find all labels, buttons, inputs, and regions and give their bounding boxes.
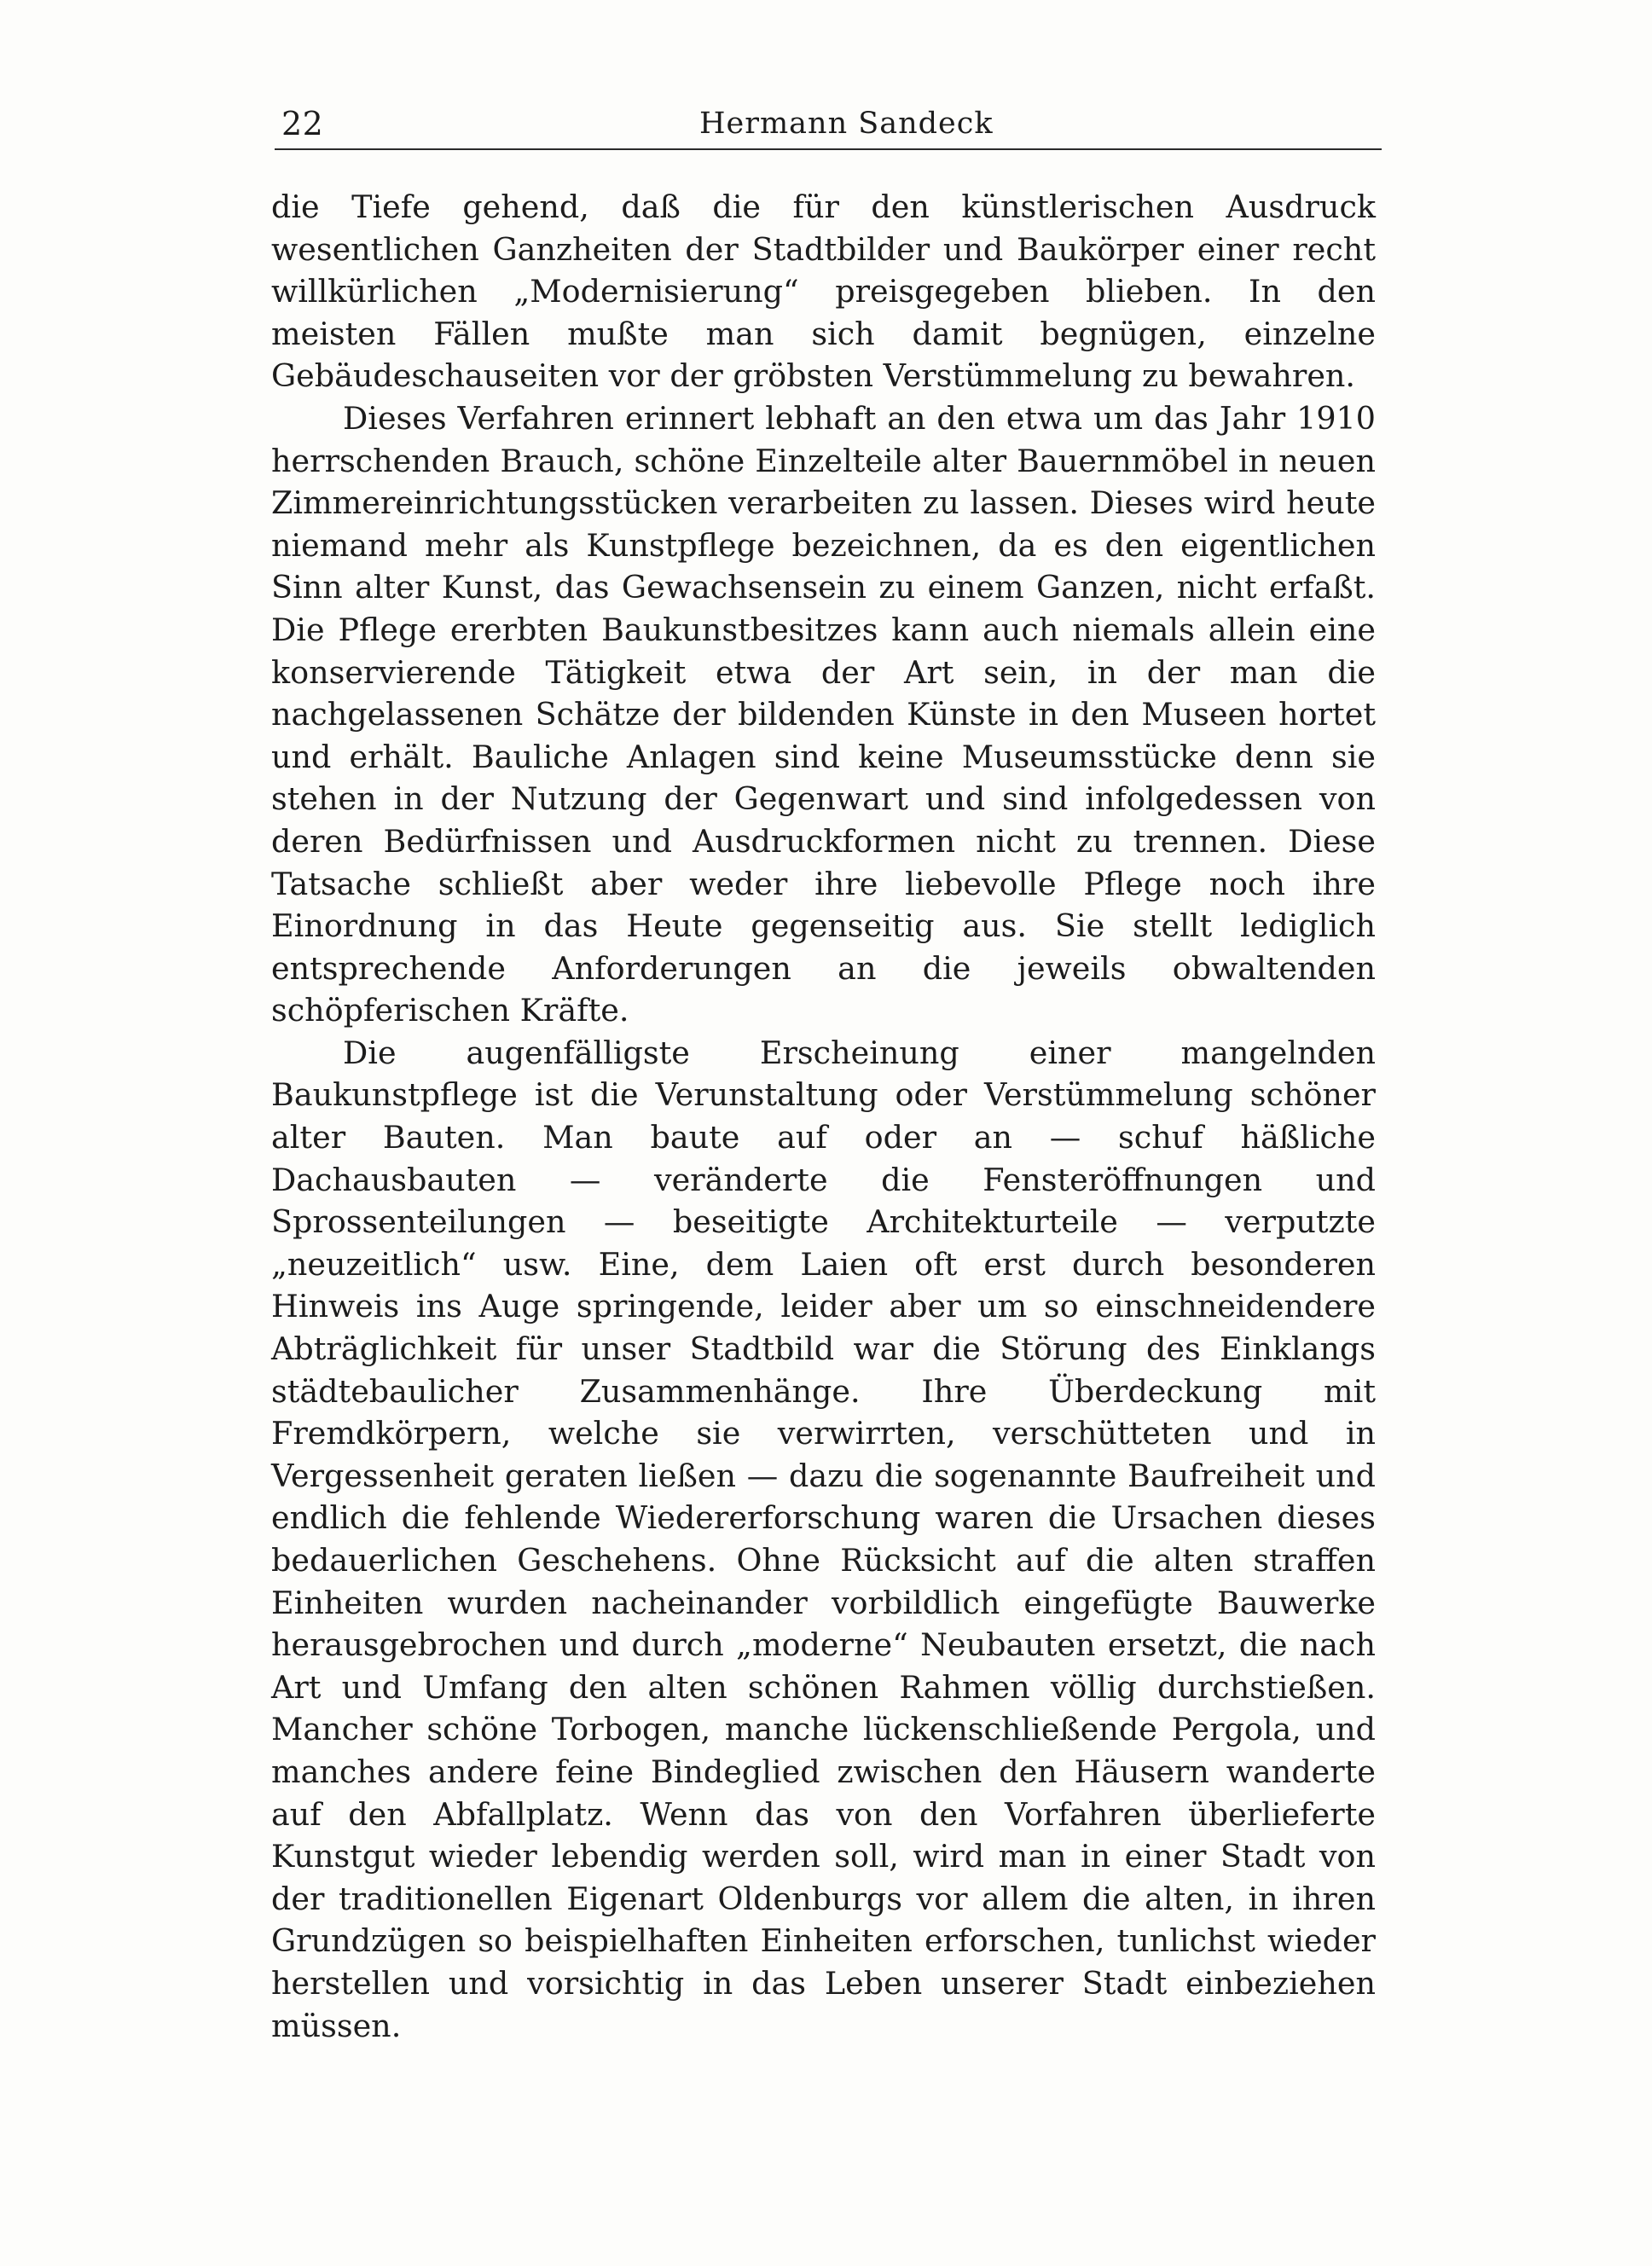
header-rule <box>275 148 1382 150</box>
page-number: 22 <box>281 105 324 142</box>
paragraph-3: Die augenfälligste Erscheinung einer mangelnden Baukunstpflege ist die Verunstaltung oder Verstümmelung schöner alter Bauten. Man baute auf oder an — schuf häßliche Dachausbauten — veränderte die Fensteröffnungen und Sprossenteilungen — beseitigte Architekturteile — verputzte „neuzeitlich“ usw. Eine, dem Laien oft erst durch besonderen Hinweis ins Auge springende, leider aber um so einschneidendere Abträglichkeit für unser Stadtbild war die Störung des Einklangs städtebaulicher Zusammenhänge. Ihre Überdeckung mit Fremdkörpern, welche sie verwirrten, verschütteten und in Vergessenheit geraten ließen — dazu die sogenannte Baufreiheit und endlich die fehlende Wiedererforschung waren die Ursachen dieses bedauerlichen Geschehens. Ohne Rücksicht auf die alten straffen Einheiten wurden nacheinander vorbildlich eingefügte Bauwerke herausgebrochen und durch „moderne“ Neubauten ersetzt, die nach Art und Umfang den alten schönen Rahmen völlig durchstießen. Mancher schöne Torbogen, manche lückenschließende Pergola, und manches andere feine Bindeglied zwischen den Häusern wanderte auf den Abfallplatz. Wenn das von den Vorfahren überlieferte Kunstgut wieder lebendig werden soll, wird man in einer Stadt von der traditionellen Eigenart Oldenburgs vor allem die alten, in ihren Grundzügen so beispielhaften Einheiten erforschen, tunlichst wieder herstellen und vorsichtig in das Leben unserer Stadt einbeziehen müssen. <box>271 1034 1376 2044</box>
body-text <box>271 186 1376 2047</box>
running-head: Hermann Sandeck <box>699 107 994 141</box>
page-header <box>275 101 1382 152</box>
paragraph-2: Dieses Verfahren erinnert lebhaft an den etwa um das Jahr 1910 herrschenden Brauch, schöne Einzelteile alter Bauernmöbel in neuen Zimmereinrichtungsstücken verarbeiten zu lassen. Dieses wird heute niemand mehr als Kunstpflege bezeichnen, da es den eigentlichen Sinn alter Kunst, das Gewachsensein zu einem Ganzen, nicht erfaßt. Die Pflege ererbten Baukunstbesitzes kann auch niemals allein eine konservierende Tätigkeit etwa der Art sein, in der man die nachgelassenen Schätze der bildenden Künste in den Museen hortet und erhält. Bauliche Anlagen sind keine Museumsstücke denn sie stehen in der Nutzung der Gegenwart und sind infolgedessen von deren Bedürfnissen und Ausdruckformen nicht zu trennen. Diese Tatsache schließt aber weder ihre liebevolle Pflege noch ihre Einordnung in das Heute gegenseitig aus. Sie stellt lediglich entsprechende Anforderungen an die jeweils obwaltenden schöpferischen Kräfte. <box>271 399 1376 1029</box>
paragraph-1: die Tiefe gehend, daß die für den künstlerischen Ausdruck wesentlichen Ganzheiten der Stadtbilder und Baukörper einer recht willkürlichen „Modernisierung“ preisgegeben blieben. In den meisten Fällen mußte man sich damit begnügen, einzelne Gebäudeschauseiten vor der gröbsten Verstümmelung zu bewahren. <box>271 188 1376 395</box>
